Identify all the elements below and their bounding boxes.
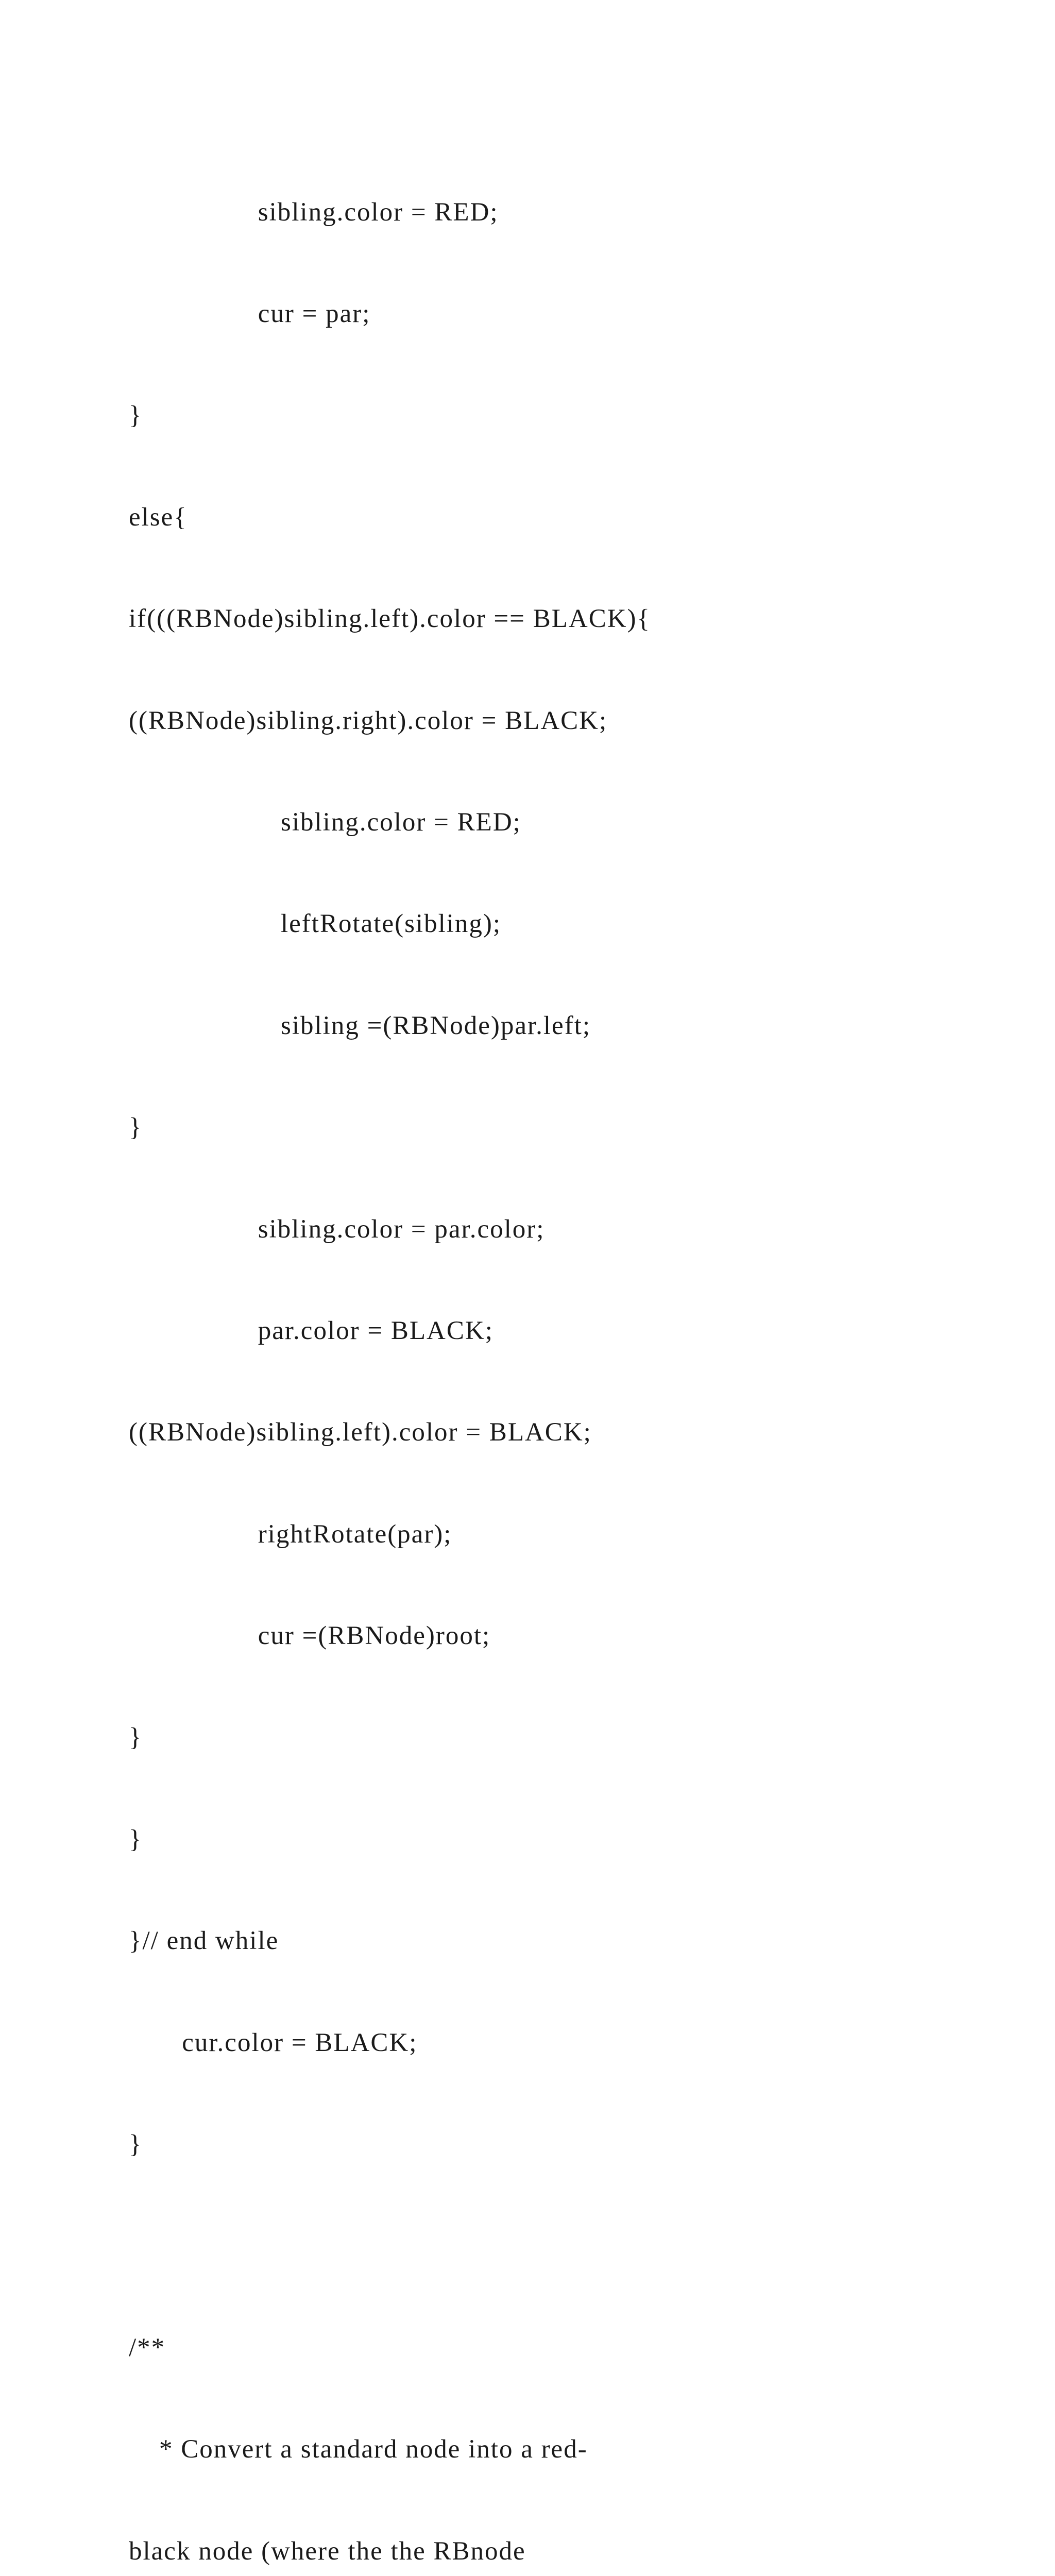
code-line: }: [129, 1824, 143, 1854]
code-line: else{: [129, 502, 188, 532]
code-line: if(((RBNode)sibling.left).color == BLACK){: [129, 604, 651, 634]
code-line: cur = par;: [129, 299, 371, 328]
blank-line: [129, 2229, 963, 2263]
code-line: sibling.color = RED;: [129, 807, 521, 837]
code-listing: [129, 128, 963, 2576]
code-line: rightRotate(par);: [129, 1519, 452, 1549]
code-line: cur.color = BLACK;: [129, 2028, 418, 2057]
code-line: ((RBNode)sibling.right).color = BLACK;: [129, 706, 608, 735]
comment-line: black node (where the the RBnode: [129, 2536, 526, 2566]
code-line: }: [129, 401, 143, 430]
code-line: cur =(RBNode)root;: [129, 1621, 491, 1651]
comment-line: /**: [129, 2333, 166, 2362]
code-line: sibling.color = RED;: [129, 197, 499, 227]
code-line: }: [129, 1723, 143, 1752]
code-line: leftRotate(sibling);: [129, 909, 502, 939]
code-line: sibling.color = par.color;: [129, 1214, 545, 1244]
code-line: par.color = BLACK;: [129, 1316, 494, 1345]
code-line: }// end while: [129, 1926, 279, 1956]
code-line: sibling =(RBNode)par.left;: [129, 1011, 591, 1040]
code-line: }: [129, 1113, 143, 1142]
code-line: ((RBNode)sibling.left).color = BLACK;: [129, 1418, 592, 1447]
comment-line: * Convert a standard node into a red-: [129, 2435, 588, 2464]
code-line: }: [129, 2130, 143, 2159]
